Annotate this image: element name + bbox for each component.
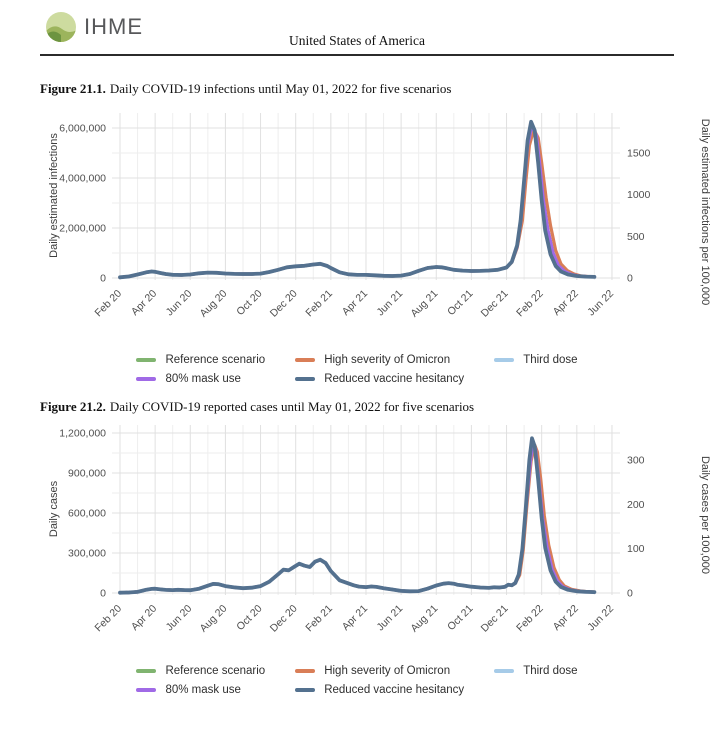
- ytick-left: 0: [100, 587, 106, 600]
- figure1-caption: [40, 81, 451, 97]
- legend-label: Reference scenario: [165, 354, 266, 366]
- legend-item-80-mask-use: [136, 684, 265, 696]
- ytick-left: 600,000: [68, 507, 106, 520]
- y-axis-title-right: Daily estimated infections per 100,000: [699, 118, 711, 306]
- ytick-left: 6,000,000: [59, 122, 106, 135]
- legend-swatch-reference-scenario: [136, 669, 156, 674]
- series-line-reduced-vaccine-hesitancy: [120, 438, 594, 592]
- axis-ticks: [59, 428, 644, 635]
- xtick-label: Feb 21: [303, 287, 335, 320]
- legend-label: 80% mask use: [165, 373, 241, 385]
- y-axis-title-right: Daily cases per 100,000: [699, 455, 711, 575]
- legend-item-reduced-vaccine-hesitancy: [295, 684, 464, 696]
- xtick-label: Feb 20: [92, 287, 125, 320]
- xtick-label: Dec 20: [267, 602, 300, 635]
- xtick-label: Dec 20: [267, 287, 300, 320]
- xtick-label: Apr 22: [550, 287, 581, 318]
- ihme-logo-text: IHME: [84, 14, 143, 39]
- xtick-label: Jun 22: [585, 602, 617, 634]
- legend-label: 80% mask use: [165, 684, 241, 696]
- xtick-label: Oct 20: [234, 287, 265, 318]
- legend-label: High severity of Omicron: [324, 665, 451, 677]
- xtick-label: Oct 20: [234, 602, 265, 633]
- chart-cases-legend: [0, 665, 714, 696]
- xtick-label: Apr 20: [128, 602, 160, 633]
- xtick-label: Apr 21: [339, 602, 371, 633]
- xtick-label: Feb 22: [514, 287, 546, 320]
- chart-cases: [0, 415, 714, 665]
- legend-item-reduced-vaccine-hesitancy: [295, 373, 464, 385]
- xtick-label: Jun 20: [163, 602, 195, 634]
- legend-item-80-mask-use: [136, 373, 265, 385]
- xtick-label: Jun 21: [374, 602, 406, 634]
- legend-item-high-severity-of-omicron: [295, 665, 464, 677]
- axis-ticks: [59, 123, 650, 320]
- xtick-label: Aug 20: [197, 287, 230, 320]
- figure2-caption: [40, 399, 474, 415]
- xtick-label: Apr 21: [339, 287, 371, 318]
- legend-swatch-third-dose: [494, 669, 514, 674]
- ytick-right: 1000: [627, 189, 651, 202]
- ytick-right: 500: [627, 230, 645, 243]
- ytick-right: 100: [627, 543, 645, 556]
- xtick-label: Oct 21: [445, 602, 476, 633]
- series-line-reduced-vaccine-hesitancy: [120, 122, 594, 277]
- chart-infections: [0, 100, 714, 350]
- y-axis-title-left: Daily cases: [48, 480, 60, 538]
- legend-item-high-severity-of-omicron: [295, 354, 464, 366]
- legend-swatch-reference-scenario: [136, 358, 156, 363]
- figure1-label: Figure 21.1.: [40, 81, 106, 96]
- legend-grid: [136, 665, 577, 696]
- legend-label: High severity of Omicron: [324, 354, 451, 366]
- legend-swatch-reduced-vaccine-hesitancy: [295, 377, 315, 382]
- y-axis-title-left: Daily estimated infections: [48, 133, 60, 258]
- xtick-label: Feb 21: [303, 602, 335, 635]
- legend-label: Third dose: [523, 354, 578, 366]
- xtick-label: Feb 22: [514, 602, 546, 635]
- xtick-label: Dec 21: [478, 602, 511, 635]
- ytick-right: 200: [627, 498, 645, 511]
- legend-label: Reference scenario: [165, 665, 266, 677]
- xtick-label: Aug 20: [197, 602, 230, 635]
- legend-swatch-reduced-vaccine-hesitancy: [295, 688, 315, 693]
- ytick-left: 2,000,000: [59, 222, 106, 235]
- figure1-caption-text: Daily COVID-19 infections until May 01, 2022 for five scenarios: [109, 81, 452, 96]
- ytick-right: 1500: [627, 147, 651, 160]
- series-lines: [120, 122, 594, 277]
- series-lines: [120, 438, 594, 592]
- xtick-label: Aug 21: [408, 287, 441, 320]
- legend-swatch-high-severity-of-omicron: [295, 669, 315, 674]
- legend-swatch-80-mask-use: [136, 377, 156, 382]
- legend-item-third-dose: [494, 665, 577, 677]
- figure2-caption-text: Daily COVID-19 reported cases until May 01, 2022 for five scenarios: [109, 399, 475, 414]
- xtick-label: Dec 21: [478, 287, 511, 320]
- header-divider: [40, 54, 674, 56]
- page-title: United States of America: [288, 33, 426, 48]
- legend-swatch-high-severity-of-omicron: [295, 358, 315, 363]
- legend-item-reference-scenario: [136, 354, 265, 366]
- chart-infections-legend: [0, 354, 714, 385]
- ytick-right: 300: [627, 454, 645, 467]
- ytick-right: 0: [627, 272, 633, 285]
- legend-swatch-80-mask-use: [136, 688, 156, 693]
- xtick-label: Jun 20: [163, 287, 195, 319]
- legend-label: Third dose: [523, 665, 578, 677]
- ytick-left: 1,200,000: [59, 427, 106, 440]
- xtick-label: Feb 20: [92, 602, 125, 635]
- legend-item-third-dose: [494, 354, 577, 366]
- ytick-left: 300,000: [68, 547, 106, 560]
- xtick-label: Aug 21: [408, 602, 441, 635]
- legend-item-reference-scenario: [136, 665, 265, 677]
- xtick-label: Jun 22: [585, 287, 617, 319]
- xtick-label: Apr 22: [550, 602, 581, 633]
- ytick-right: 0: [627, 587, 633, 600]
- legend-label: Reduced vaccine hesitancy: [324, 684, 465, 696]
- legend-grid: [136, 354, 577, 385]
- xtick-label: Apr 20: [128, 287, 160, 318]
- figure2-label: Figure 21.2.: [40, 399, 106, 414]
- legend-swatch-third-dose: [494, 358, 514, 363]
- ytick-left: 4,000,000: [59, 172, 106, 185]
- xtick-label: Oct 21: [445, 287, 476, 318]
- ytick-left: 0: [100, 272, 106, 285]
- ytick-left: 900,000: [68, 467, 106, 480]
- legend-label: Reduced vaccine hesitancy: [324, 373, 465, 385]
- xtick-label: Jun 21: [374, 287, 406, 319]
